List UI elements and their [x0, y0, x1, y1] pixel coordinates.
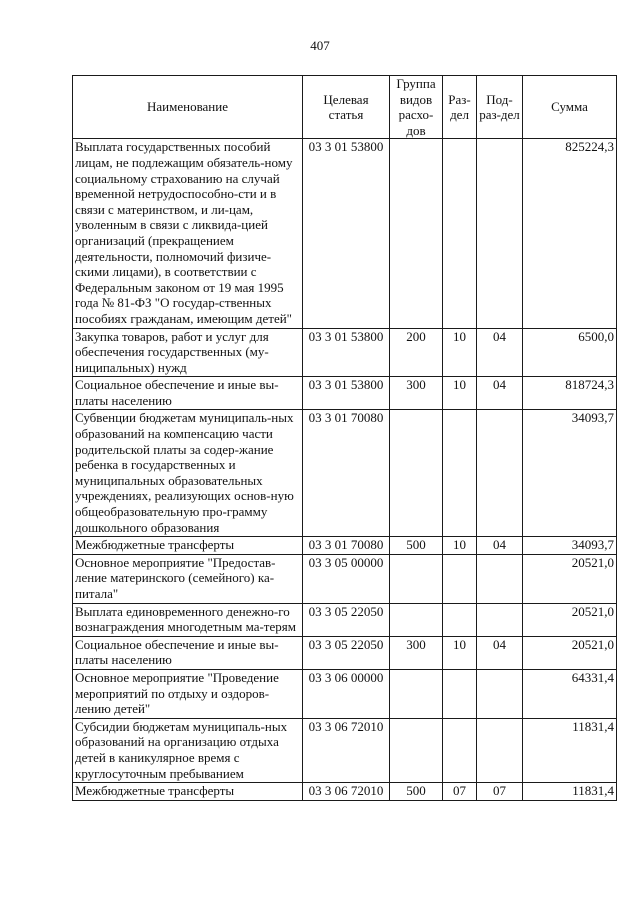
row-subsection: [477, 410, 523, 537]
header-row: [73, 76, 617, 139]
row-subsection: 04: [477, 377, 523, 410]
row-name: Социальное обеспечение и иные вы-платы населению: [73, 636, 303, 669]
row-sum: 20521,0: [523, 603, 617, 636]
row-article: 03 3 06 72010: [303, 783, 390, 801]
row-article: 03 3 06 72010: [303, 718, 390, 782]
row-subsection: 04: [477, 328, 523, 377]
table-row: [73, 377, 617, 410]
row-name: Основное мероприятие "Предостав-ление материнского (семейного) ка-питала": [73, 554, 303, 603]
row-expense-group: [390, 603, 443, 636]
table-row: [73, 537, 617, 555]
header-section: Раз-дел: [443, 76, 477, 139]
row-expense-group: [390, 554, 443, 603]
table-row: [73, 328, 617, 377]
header-article: Целевая статья: [303, 76, 390, 139]
header-name: Наименование: [73, 76, 303, 139]
table-row: [73, 554, 617, 603]
row-sum: 20521,0: [523, 554, 617, 603]
row-sum: 20521,0: [523, 636, 617, 669]
table-row: [73, 636, 617, 669]
row-name: Основное мероприятие "Проведение мероприятий по отдыху и оздоров-лению детей": [73, 669, 303, 718]
row-expense-group: [390, 718, 443, 782]
row-section: [443, 410, 477, 537]
row-expense-group: [390, 669, 443, 718]
row-name: Межбюджетные трансферты: [73, 783, 303, 801]
row-name: Выплата государственных пособий лицам, не подлежащим обязатель-ному социальному страхованию на случай временной нетрудоспособно-сти и в связи с материнством, и ли-цам, уволенным в связи с ликвида-цией организаций (прекращением деятельности, полномочий физиче-скими лицами), в соответствии с Федеральным законом от 19 мая 1995 года № 81-ФЗ "О государ-ственных пособиях гражданам, имеющим детей": [73, 139, 303, 328]
header-sum: Сумма: [523, 76, 617, 139]
row-sum: 34093,7: [523, 410, 617, 537]
header-subsection: Под-раз-дел: [477, 76, 523, 139]
row-expense-group: [390, 139, 443, 328]
row-subsection: [477, 718, 523, 782]
row-subsection: [477, 554, 523, 603]
row-sum: 11831,4: [523, 718, 617, 782]
table-header: [73, 76, 617, 139]
row-name: Субсидии бюджетам муниципаль-ных образований на организацию отдыха детей в каникулярное время с круглосуточным пребыванием: [73, 718, 303, 782]
row-subsection: 04: [477, 537, 523, 555]
row-section: 10: [443, 636, 477, 669]
row-sum: 6500,0: [523, 328, 617, 377]
row-section: 07: [443, 783, 477, 801]
budget-table: [72, 75, 617, 801]
row-name: Межбюджетные трансферты: [73, 537, 303, 555]
row-sum: 11831,4: [523, 783, 617, 801]
row-article: 03 3 01 70080: [303, 410, 390, 537]
table-body: [73, 139, 617, 800]
row-section: [443, 554, 477, 603]
row-sum: 818724,3: [523, 377, 617, 410]
row-article: 03 3 05 22050: [303, 603, 390, 636]
table-row: [73, 139, 617, 328]
row-name: Социальное обеспечение и иные вы-платы населению: [73, 377, 303, 410]
row-name: Закупка товаров, работ и услуг для обеспечения государственных (му-ниципальных) нужд: [73, 328, 303, 377]
row-subsection: [477, 603, 523, 636]
row-name: Выплата единовременного денежно-го вознаграждения многодетным ма-терям: [73, 603, 303, 636]
table-row: [73, 783, 617, 801]
table-row: [73, 718, 617, 782]
row-expense-group: 300: [390, 636, 443, 669]
row-name: Субвенции бюджетам муниципаль-ных образований на компенсацию части родительской платы за содер-жание ребенка в государственных и муниципальных образовательных учреждениях, реализующих основ-ную общеобразовательную про-грамму дошкольного образования: [73, 410, 303, 537]
row-article: 03 3 01 53800: [303, 139, 390, 328]
row-section: 10: [443, 537, 477, 555]
row-article: 03 3 05 00000: [303, 554, 390, 603]
row-subsection: 04: [477, 636, 523, 669]
row-expense-group: 300: [390, 377, 443, 410]
row-subsection: 07: [477, 783, 523, 801]
row-article: 03 3 05 22050: [303, 636, 390, 669]
header-expense-group: Группа видов расхо-дов: [390, 76, 443, 139]
row-expense-group: 500: [390, 537, 443, 555]
row-sum: 34093,7: [523, 537, 617, 555]
row-article: 03 3 01 70080: [303, 537, 390, 555]
row-sum: 825224,3: [523, 139, 617, 328]
row-section: 10: [443, 328, 477, 377]
row-expense-group: 500: [390, 783, 443, 801]
row-sum: 64331,4: [523, 669, 617, 718]
row-subsection: [477, 139, 523, 328]
row-section: [443, 139, 477, 328]
row-article: 03 3 01 53800: [303, 377, 390, 410]
page-number: 407: [310, 38, 330, 53]
row-section: 10: [443, 377, 477, 410]
row-expense-group: 200: [390, 328, 443, 377]
row-section: [443, 669, 477, 718]
row-subsection: [477, 669, 523, 718]
row-expense-group: [390, 410, 443, 537]
row-section: [443, 603, 477, 636]
row-section: [443, 718, 477, 782]
row-article: 03 3 01 53800: [303, 328, 390, 377]
table-row: [73, 603, 617, 636]
table-row: [73, 669, 617, 718]
row-article: 03 3 06 00000: [303, 669, 390, 718]
table-row: [73, 410, 617, 537]
